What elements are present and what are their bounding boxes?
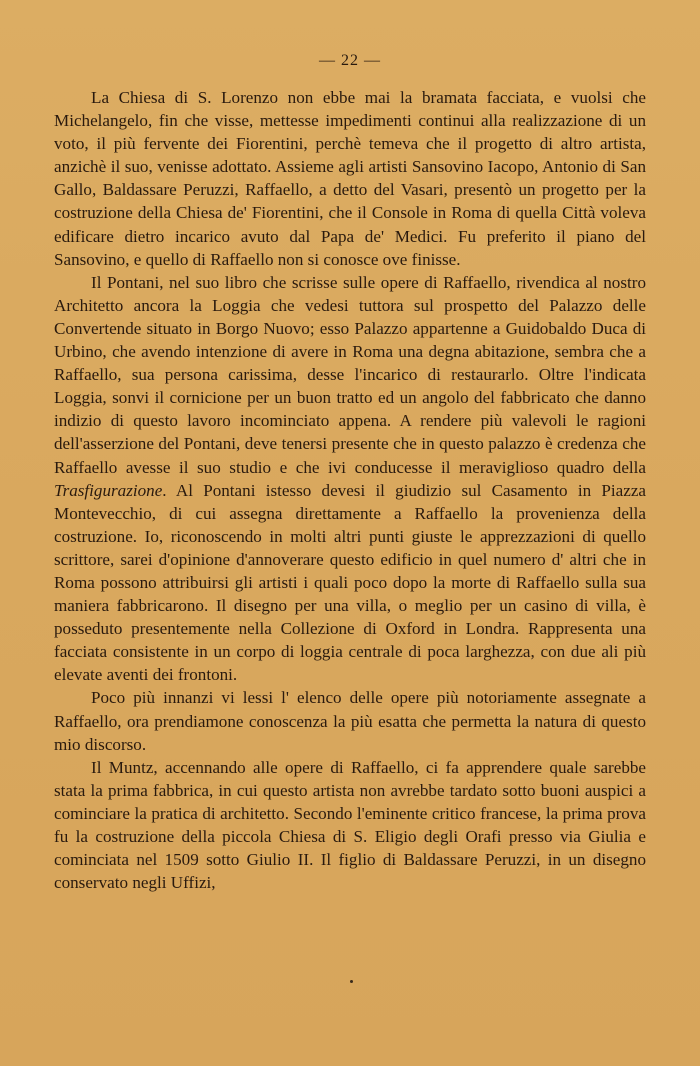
paragraph-3: Poco più innanzi vi lessi l' elenco delle opere più notoriamente assegnate a Raffaello, ora prendiamone conoscenza la più esatta che permetta la natura di questo mio discorso. — [54, 688, 646, 754]
paragraph-2-part-2: . Al Pontani istesso devesi il giudizio sul Casamento in Piazza Montevecchio, di cui assegna direttamente a Raffaello la provenienza della costruzione. Io, riconoscendo in molti altri punti giuste le apprezzazioni di quello scrittore, sarei d'opinione d'annoverare questo edificio in quel numero d' altri che in Roma possono attribuirsi gli artisti i quali poco dopo la morte di Raffaello sulla sua maniera fabbricarono. Il disegno per una villa, o meglio per un casino di villa, è posseduto presentemente nella Collezione di Oxford in Londra. Rappresenta una facciata consistente in un corpo di loggia centrale di poca larghezza, con due ali più elevate aventi dei frontoni. — [54, 480, 646, 685]
paragraph-2 — [54, 271, 646, 687]
page-number: — 22 — — [319, 52, 381, 69]
paragraph-2-part-1: Il Pontani, nel suo libro che scrisse sulle opere di Raffaello, rivendica al nostro Architetto ancora la Loggia che vedesi tuttora sul prospetto del Palazzo delle Convertende situato in Borgo Nuovo; esso Palazzo appartenne a Guidobaldo Duca di Urbino, che avendo intenzione di avere in Roma una degna abitazione, sembra che a Raffaello, sua persona carissima, desse l'incarico di restaurarlo. Oltre l'indicata Loggia, sonvi il cornicione per un buon tratto ed un angolo del fabbricato che danno indizio di questo lavoro incominciato appena. A rendere più valevoli le ragioni dell'asserzione del Pontani, deve tenersi presente che in questo palazzo è credenza che Raffaello avesse il suo studio e che ivi conducesse il meraviglioso quadro della — [54, 272, 646, 477]
body-text — [54, 86, 646, 894]
italic-title-trasfigurazione: Trasfigurazione — [54, 480, 163, 500]
paragraph-1: La Chiesa di S. Lorenzo non ebbe mai la bramata facciata, e vuolsi che Michelangelo, fin che visse, mettesse impedimenti continui alla realizzazione di un voto, il più fervente dei Fiorentini, perchè temeva che il progetto di altro artista, anzichè il suo, venisse adottato. Assieme agli artisti Sansovino Iacopo, Antonio di San Gallo, Baldassare Peruzzi, Raffaello, a detto del Vasari, presentò un progetto per la costruzione della Chiesa de' Fiorentini, che il Console in Roma di quella Città voleva edificare dietro incarico avuto dal Papa de' Medici. Fu preferito il piano del Sansovino, e quello di Raffaello non si conosce ove finisse. — [54, 88, 646, 269]
paragraph-4: Il Muntz, accennando alle opere di Raffaello, ci fa apprendere quale sarebbe stata la prima fabbrica, in cui questo artista non avrebbe tardato sotto buoni auspici a cominciare la pratica di architetto. Secondo l'eminente critico francese, la prima prova fu la costruzione della piccola Chiesa di S. Eligio degli Orafi presso via Giulia e cominciata nel 1509 sotto Giulio II. Il figlio di Baldassare Peruzzi, in un disegno conservato negli Uffizi, — [54, 757, 646, 893]
footer-dot — [350, 980, 353, 983]
